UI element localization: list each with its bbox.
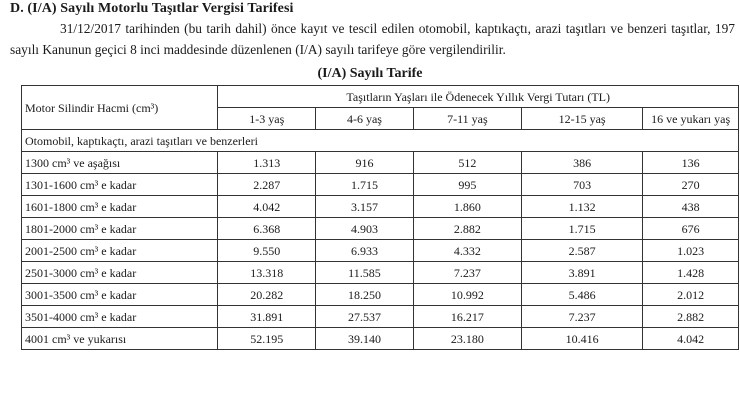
table-cell: 6.368 [218,218,316,240]
table-cell: 3.891 [521,262,642,284]
table-row [22,218,739,240]
table-row [22,284,739,306]
table-cell: 916 [316,152,414,174]
table-cell: 1.023 [643,240,739,262]
table-cell: 23.180 [413,328,521,350]
table-cell: 9.550 [218,240,316,262]
table-cell: 10.992 [413,284,521,306]
table-cell: 13.318 [218,262,316,284]
table-caption: (I/A) Sayılı Tarife [317,66,423,81]
row-label: 1301-1600 cm³ e kadar [22,174,218,196]
age-col-header: 16 ve yukarı yaş [643,108,739,130]
table-header-row [22,86,739,108]
table-cell: 1.860 [413,196,521,218]
row-label: 2501-3000 cm³ e kadar [22,262,218,284]
table-cell: 4.903 [316,218,414,240]
table-cell: 4.042 [643,328,739,350]
table-cell: 7.237 [521,306,642,328]
table-row [22,240,739,262]
table-cell: 11.585 [316,262,414,284]
table-cell: 2.882 [643,306,739,328]
table-cell: 10.416 [521,328,642,350]
table-cell: 27.537 [316,306,414,328]
table-cell: 2.287 [218,174,316,196]
age-col-header: 4-6 yaş [316,108,414,130]
table-cell: 1.428 [643,262,739,284]
table-cell: 512 [413,152,521,174]
row-label: 1300 cm³ ve aşağısı [22,152,218,174]
table-cell: 438 [643,196,739,218]
table-cell: 20.282 [218,284,316,306]
row-label: 3001-3500 cm³ e kadar [22,284,218,306]
column-group-label: Taşıtların Yaşları ile Ödenecek Yıllık Vergi Tutarı (TL) [218,86,739,108]
table-cell: 703 [521,174,642,196]
table-cell: 5.486 [521,284,642,306]
table-cell: 2.012 [643,284,739,306]
row-label: 1601-1800 cm³ e kadar [22,196,218,218]
row-header-label: Motor Silindir Hacmi (cm³) [22,86,218,130]
table-cell: 1.715 [521,218,642,240]
table-cell: 3.157 [316,196,414,218]
table-row [22,152,739,174]
table-cell: 136 [643,152,739,174]
table-cell: 4.042 [218,196,316,218]
row-label: 4001 cm³ ve yukarısı [22,328,218,350]
table-row [22,196,739,218]
table-row [22,328,739,350]
row-label: 2001-2500 cm³ e kadar [22,240,218,262]
table-cell: 2.587 [521,240,642,262]
table-cell: 676 [643,218,739,240]
table-cell: 52.195 [218,328,316,350]
row-label: 1801-2000 cm³ e kadar [22,218,218,240]
age-col-header: 12-15 yaş [521,108,642,130]
table-row [22,262,739,284]
table-cell: 995 [413,174,521,196]
table-cell: 7.237 [413,262,521,284]
row-label: 3501-4000 cm³ e kadar [22,306,218,328]
intro-paragraph: 31/12/2017 tarihinden (bu tarih dahil) önce kayıt ve tescil edilen otomobil, kaptıkaçtı, arazi taşıtları ve benzeri taşıtlar, 197 sayılı Kanunun geçici 8 inci maddesinde düzenlenen (I/A) sayılı tarifeye göre vergilendirilir. [10,21,735,57]
table-cell: 4.332 [413,240,521,262]
age-col-header: 7-11 yaş [413,108,521,130]
table-cell: 1.313 [218,152,316,174]
age-col-header: 1-3 yaş [218,108,316,130]
table-row [22,174,739,196]
table-row [22,306,739,328]
table-cell: 16.217 [413,306,521,328]
table-cell: 31.891 [218,306,316,328]
table-cell: 2.882 [413,218,521,240]
table-cell: 6.933 [316,240,414,262]
table-cell: 386 [521,152,642,174]
document-heading: D. (I/A) Sayılı Motorlu Taşıtlar Vergisi Tarifesi [10,1,294,16]
table-cell: 270 [643,174,739,196]
group-label-row [22,130,739,152]
tax-tariff-table [21,85,739,350]
table-cell: 1.715 [316,174,414,196]
table-cell: 39.140 [316,328,414,350]
table-cell: 18.250 [316,284,414,306]
table-cell: 1.132 [521,196,642,218]
group-label: Otomobil, kaptıkaçtı, arazi taşıtları ve benzerleri [22,130,739,152]
